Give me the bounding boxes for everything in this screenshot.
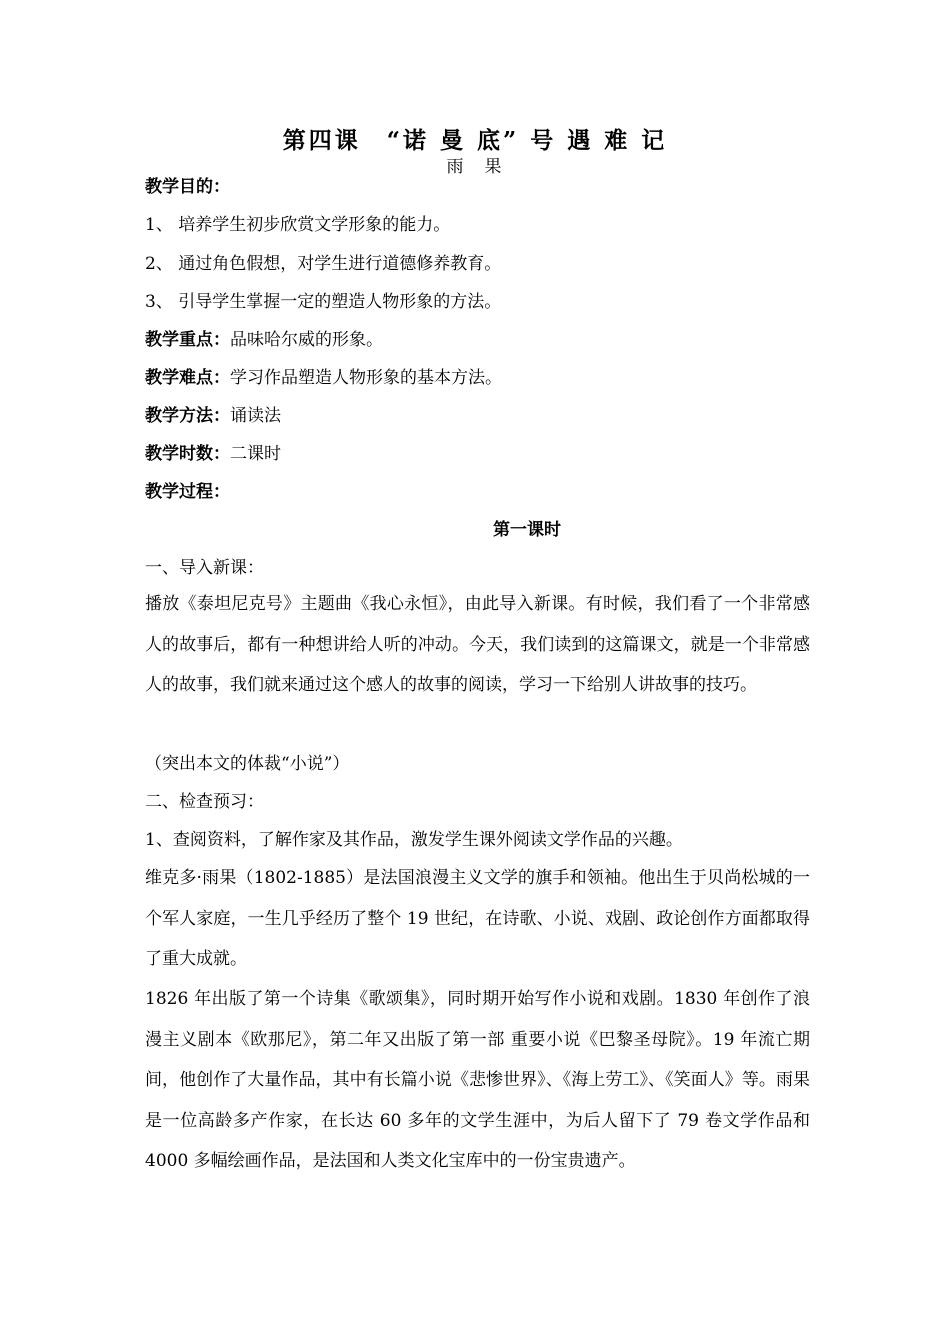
method-value: 诵读法 xyxy=(230,406,281,426)
key-points-label: 教学重点： xyxy=(145,330,230,350)
lesson-title: 第四课 “诺 曼 底” 号 遇 难 记 xyxy=(282,127,668,154)
key-points-row xyxy=(145,329,810,351)
genre-note: （突出本文的体裁“小说”） xyxy=(145,754,350,774)
section2-heading: 二、检查预习： xyxy=(145,792,264,812)
hours-row xyxy=(145,443,810,465)
difficulties-label: 教学难点： xyxy=(145,368,230,388)
difficulties-row xyxy=(145,367,810,389)
author-name: 雨 果 xyxy=(446,157,504,177)
preview-item-1: 1、查阅资料，了解作家及其作品，激发学生课外阅读文学作品的兴趣。 xyxy=(145,830,683,850)
bio-paragraph: 维克多·雨果（1802-1885）是法国浪漫主义文学的旗手和领袖。他出生于贝尚松城的一个军人家庭，一生几乎经历了整个 19 世纪，在诗歌、小说、戏剧、政论创作方面都取得了重大成就。 xyxy=(145,868,810,969)
works-paragraph: 1826 年出版了第一个诗集《歌颂集》，同时期开始写作小说和戏剧。1830 年创作了浪漫主义剧本《欧那尼》，第二年又出版了第一部 重要小说《巴黎圣母院》。19 年流亡期间，他创作了大量作品，其中有长篇小说《悲惨世界》、《海上劳工》、《笑面人》等。雨果是一位高龄多产作家，在长达 60 多年的文学生涯中，为后人留下了 79 卷文学作品和 4000 多幅绘画作品，是法国和人类文化宝库中的一份宝贵遗产。 xyxy=(145,989,810,1171)
objective-item: 3、 引导学生掌握一定的塑造人物形象的方法。 xyxy=(145,292,502,312)
key-points-value: 品味哈尔威的形象。 xyxy=(230,330,383,350)
process-heading: 教学过程： xyxy=(145,482,230,502)
hours-label: 教学时数： xyxy=(145,444,230,464)
difficulties-value: 学习作品塑造人物形象的基本方法。 xyxy=(230,368,502,388)
method-row xyxy=(145,405,810,427)
objective-item: 1、 培养学生初步欣赏文学形象的能力。 xyxy=(145,215,451,235)
intro-paragraph: 播放《泰坦尼克号》主题曲《我心永恒》，由此导入新课。有时候，我们看了一个非常感人的故事后，都有一种想讲给人听的冲动。今天，我们读到的这篇课文，就是一个非常感人的故事，我们就来通过这个感人的故事的阅读，学习一下给别人讲故事的技巧。 xyxy=(145,594,810,695)
method-label: 教学方法： xyxy=(145,406,230,426)
objectives-heading: 教学目的： xyxy=(145,177,230,197)
objective-item: 2、 通过角色假想，对学生进行道德修养教育。 xyxy=(145,254,502,274)
hours-value: 二课时 xyxy=(230,444,281,464)
lesson1-heading: 第一课时 xyxy=(493,520,561,540)
section1-heading: 一、导入新课： xyxy=(145,558,264,578)
